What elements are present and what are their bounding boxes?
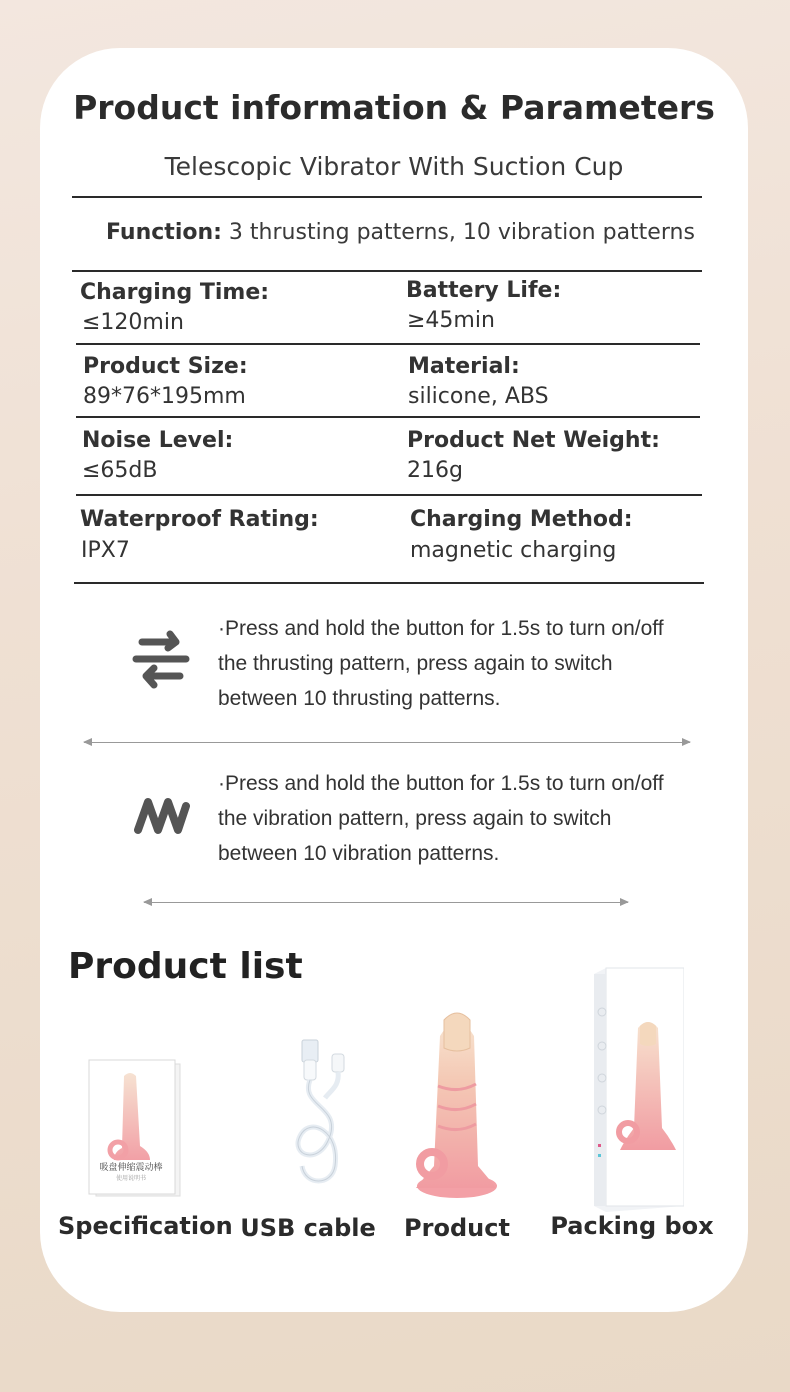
divider xyxy=(72,196,702,198)
divider xyxy=(76,416,700,418)
usb-cable-image xyxy=(280,1036,360,1194)
content-card xyxy=(40,48,748,1312)
function-value: 3 thrusting patterns, 10 vibration patterns xyxy=(221,220,695,245)
product-subtitle: Telescopic Vibrator With Suction Cup xyxy=(164,152,624,181)
param-label-product-size: Product Size: xyxy=(83,354,248,379)
vibration-line-2: the vibration pattern, press again to switch xyxy=(218,807,612,830)
param-value-battery-life: ≥45min xyxy=(407,308,495,333)
manual-title: 吸盘伸缩震动棒 xyxy=(99,1163,163,1173)
param-value-waterproof: IPX7 xyxy=(81,538,130,563)
product-image xyxy=(410,1006,504,1206)
vibration-instructions xyxy=(218,766,698,871)
divider xyxy=(74,582,704,584)
param-value-product-size: 89*76*195mm xyxy=(83,384,246,409)
packing-box-image xyxy=(592,966,684,1214)
thrust-arrows-icon xyxy=(132,628,190,692)
vibration-wave-icon xyxy=(132,796,190,836)
param-label-battery-life: Battery Life: xyxy=(406,278,562,303)
thrust-instructions xyxy=(218,611,698,716)
double-arrow-divider xyxy=(84,742,690,743)
param-value-charging-method: magnetic charging xyxy=(410,538,617,563)
vibration-line-3: between 10 vibration patterns. xyxy=(218,842,500,865)
caption-packing-box: Packing box xyxy=(550,1212,714,1240)
caption-specification: Specification xyxy=(58,1212,233,1240)
double-arrow-divider xyxy=(144,902,628,903)
param-label-charging-time: Charging Time: xyxy=(80,280,270,305)
param-label-waterproof: Waterproof Rating: xyxy=(80,507,319,532)
divider xyxy=(76,494,702,496)
function-line xyxy=(106,220,695,245)
function-label: Function: xyxy=(106,220,222,245)
param-label-material: Material: xyxy=(408,354,520,379)
param-label-charging-method: Charging Method: xyxy=(410,507,633,532)
thrust-line-1: ·Press and hold the button for 1.5s to turn on/off xyxy=(218,617,664,640)
param-label-noise-level: Noise Level: xyxy=(82,428,234,453)
param-value-material: silicone, ABS xyxy=(408,384,549,409)
caption-product: Product xyxy=(404,1214,510,1242)
thrust-line-2: the thrusting pattern, press again to switch xyxy=(218,652,613,675)
page-title: Product information & Parameters xyxy=(73,88,715,127)
param-value-charging-time: ≤120min xyxy=(82,310,184,335)
divider xyxy=(72,270,702,272)
product-list-title: Product list xyxy=(68,946,303,987)
manual-subtitle: 使用说明书 xyxy=(115,1175,146,1182)
param-value-noise-level: ≤65dB xyxy=(82,458,158,483)
param-value-net-weight: 216g xyxy=(407,458,463,483)
param-label-net-weight: Product Net Weight: xyxy=(407,428,660,453)
caption-usb-cable: USB cable xyxy=(240,1214,376,1242)
thrust-line-3: between 10 thrusting patterns. xyxy=(218,687,501,710)
divider xyxy=(76,343,700,345)
vibration-line-1: ·Press and hold the button for 1.5s to turn on/off xyxy=(218,772,664,795)
